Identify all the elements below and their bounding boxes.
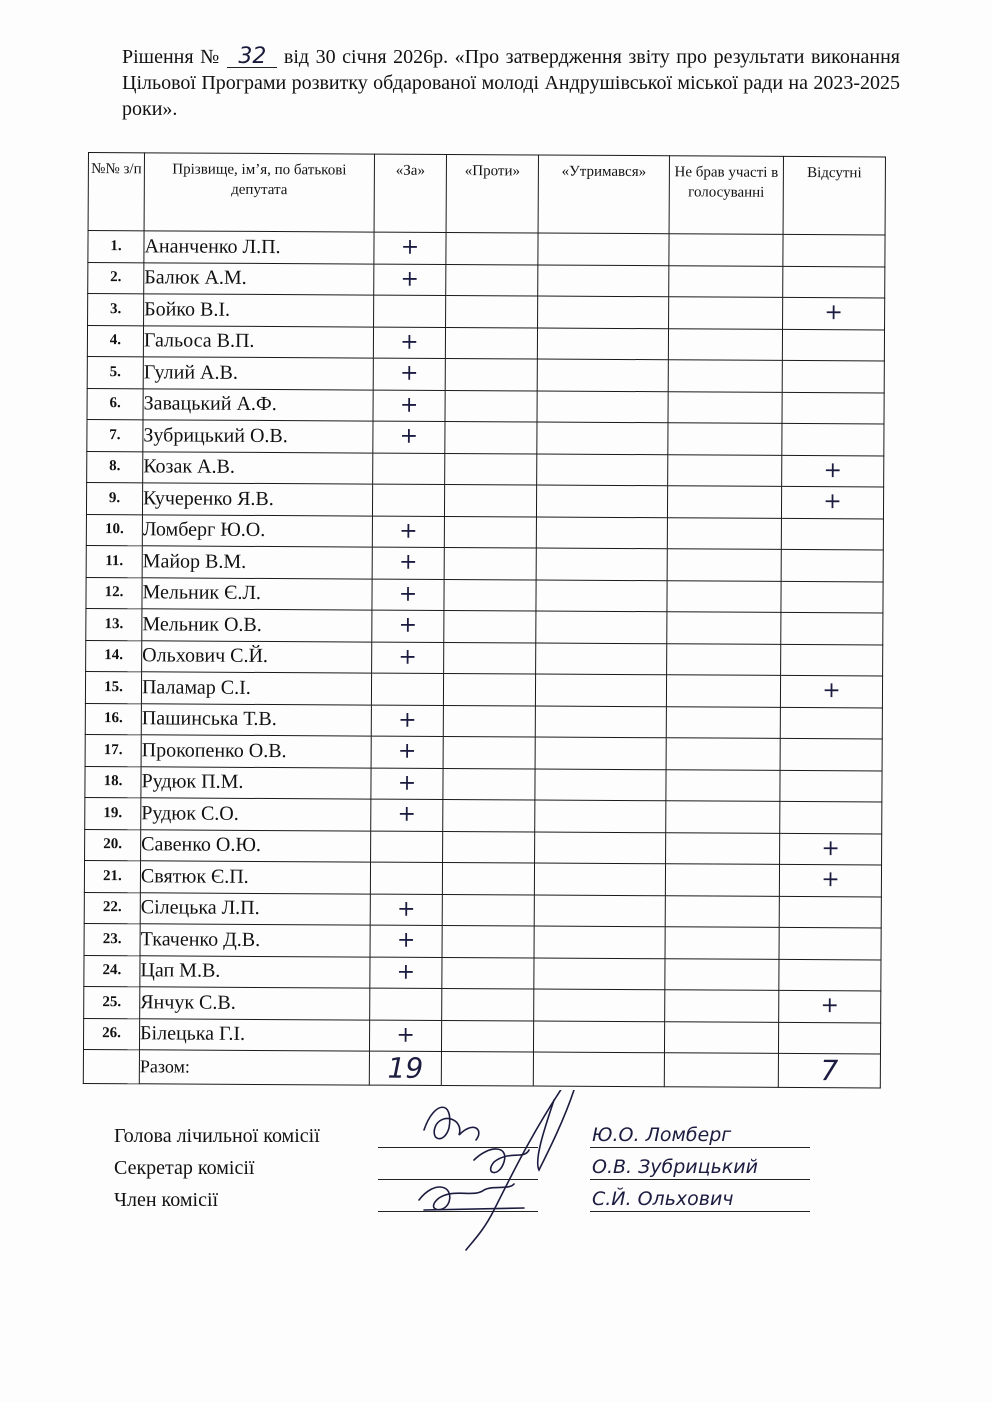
vote-abstain-cell xyxy=(537,422,668,454)
vote-against-cell xyxy=(443,705,535,737)
vote-against-cell xyxy=(445,390,537,422)
row-number: 25. xyxy=(84,986,140,1018)
row-number: 4. xyxy=(87,325,143,357)
vote-absent-cell: + xyxy=(779,990,881,1022)
signature-name: С.Й. Ольхович xyxy=(592,1188,734,1210)
vote-absent-cell xyxy=(782,329,884,361)
vote-for-cell: + xyxy=(372,579,444,611)
vote-absent-cell: + xyxy=(781,486,883,518)
signature-role: Член комісії xyxy=(114,1189,219,1211)
deputy-name: Цап М.В. xyxy=(140,955,370,988)
vote-against-cell xyxy=(444,642,536,674)
vote-against-cell xyxy=(442,988,534,1020)
vote-absent-cell xyxy=(783,266,885,298)
row-number: 16. xyxy=(85,703,141,735)
handwritten-signatures xyxy=(414,1090,594,1260)
vote-against-cell xyxy=(443,736,535,768)
vote-absent-cell xyxy=(781,549,883,581)
vote-abstain-cell xyxy=(534,926,665,958)
table-row xyxy=(84,955,881,991)
vote-against-cell xyxy=(445,327,537,359)
vote-absent-cell xyxy=(779,927,881,959)
vote-for-cell: + xyxy=(370,957,442,989)
vote-not-voted-cell xyxy=(669,265,783,297)
vote-absent-cell: + xyxy=(782,455,884,487)
deputy-name: Завацький А.Ф. xyxy=(143,388,373,421)
col-number: №№ з/п xyxy=(88,153,144,231)
deputy-name: Святюк Є.П. xyxy=(140,861,370,894)
vote-not-voted-cell xyxy=(666,706,780,738)
col-against: «Проти» xyxy=(446,155,538,234)
vote-absent-cell xyxy=(780,738,882,770)
vote-abstain-cell xyxy=(536,643,667,675)
vote-against-cell xyxy=(446,296,538,328)
vote-for-cell: + xyxy=(372,642,444,674)
table-row xyxy=(83,1018,880,1054)
vote-not-voted-cell xyxy=(667,580,781,612)
vote-abstain-cell xyxy=(535,800,666,832)
vote-for-cell: + xyxy=(370,894,442,926)
vote-against-cell xyxy=(442,894,534,926)
voting-table xyxy=(83,152,886,1088)
vote-absent-cell xyxy=(780,707,882,739)
table-body xyxy=(83,231,885,1054)
vote-not-voted-cell xyxy=(666,675,780,707)
decision-number: 32 xyxy=(227,47,277,68)
vote-for-cell xyxy=(371,673,443,705)
row-number: 10. xyxy=(86,514,142,546)
name-line xyxy=(590,1211,810,1212)
vote-abstain-cell xyxy=(536,485,667,517)
vote-for-cell: + xyxy=(373,421,445,453)
vote-abstain-cell xyxy=(535,769,666,801)
vote-against-cell xyxy=(443,768,535,800)
totals-absent: 7 xyxy=(778,1053,880,1088)
row-number: 18. xyxy=(85,766,141,798)
row-number: 21. xyxy=(84,860,140,892)
vote-not-voted-cell xyxy=(668,360,782,392)
deputy-name: Ананченко Л.П. xyxy=(144,231,374,264)
row-number: 7. xyxy=(87,419,143,451)
vote-abstain-cell xyxy=(536,611,667,643)
decision-title: від 30 січня 2026р. «Про затвердження звіту про результати виконання Цільової Програми розвитку обдарованої молоді Андрушівської міської ради на 2023-2025 роки». xyxy=(122,46,901,120)
vote-for-cell xyxy=(373,453,445,485)
vote-abstain-cell xyxy=(537,359,668,391)
vote-for-cell xyxy=(370,862,442,894)
vote-not-voted-cell xyxy=(667,612,781,644)
vote-for-cell: + xyxy=(373,358,445,390)
vote-against-cell xyxy=(442,862,534,894)
vote-absent-cell xyxy=(783,234,885,266)
row-number: 19. xyxy=(85,797,141,829)
row-number: 1. xyxy=(88,231,144,263)
decision-heading xyxy=(122,44,900,122)
vote-abstain-cell xyxy=(537,454,668,486)
deputy-name: Зубрицький О.В. xyxy=(143,420,373,453)
vote-abstain-cell xyxy=(534,895,665,927)
vote-for-cell: + xyxy=(371,799,443,831)
table-row xyxy=(87,388,884,424)
vote-for-cell xyxy=(371,831,443,863)
vote-not-voted-cell xyxy=(668,423,782,455)
vote-abstain-cell xyxy=(534,989,665,1021)
deputy-name: Янчук С.В. xyxy=(140,987,370,1020)
vote-for-cell: + xyxy=(371,736,443,768)
table-row xyxy=(84,986,881,1022)
vote-for-cell: + xyxy=(373,327,445,359)
row-number: 17. xyxy=(85,734,141,766)
vote-not-voted-cell xyxy=(665,958,779,990)
vote-not-voted-cell xyxy=(665,927,779,959)
vote-not-voted-cell xyxy=(666,769,780,801)
row-number: 26. xyxy=(83,1018,139,1050)
vote-not-voted-cell xyxy=(669,234,783,266)
vote-against-cell xyxy=(444,516,536,548)
totals-abstain xyxy=(533,1052,664,1087)
col-not-voted: Не брав участі в голосуванні xyxy=(669,156,783,235)
vote-for-cell: + xyxy=(371,705,443,737)
table-row xyxy=(85,734,882,770)
vote-not-voted-cell xyxy=(664,1021,778,1053)
vote-for-cell: + xyxy=(374,264,446,296)
vote-absent-cell: + xyxy=(783,297,885,329)
row-number: 6. xyxy=(87,388,143,420)
row-number: 11. xyxy=(86,545,142,577)
vote-abstain-cell xyxy=(537,391,668,423)
vote-abstain-cell xyxy=(535,832,666,864)
vote-abstain-cell xyxy=(534,863,665,895)
row-number: 22. xyxy=(84,892,140,924)
vote-for-cell: + xyxy=(373,390,445,422)
vote-absent-cell xyxy=(782,360,884,392)
vote-absent-cell xyxy=(781,612,883,644)
row-number: 9. xyxy=(86,482,142,514)
totals-against xyxy=(441,1051,533,1086)
vote-absent-cell xyxy=(779,896,881,928)
vote-abstain-cell xyxy=(536,548,667,580)
deputy-name: Гулий А.В. xyxy=(143,357,373,390)
deputy-name: Мельник О.В. xyxy=(142,609,372,642)
vote-absent-cell xyxy=(778,1022,880,1054)
table-row xyxy=(86,577,883,613)
table-row xyxy=(87,419,884,455)
table-row xyxy=(84,892,881,928)
table-row xyxy=(85,703,882,739)
table-row xyxy=(84,923,881,959)
vote-not-voted-cell xyxy=(667,517,781,549)
vote-for-cell: + xyxy=(369,1020,441,1052)
row-number: 23. xyxy=(84,923,140,955)
vote-abstain-cell xyxy=(538,233,669,265)
vote-against-cell xyxy=(443,831,535,863)
deputy-name: Паламар С.І. xyxy=(141,672,371,705)
table-row xyxy=(86,514,883,550)
totals-row xyxy=(83,1049,880,1087)
vote-against-cell xyxy=(443,673,535,705)
vote-not-voted-cell xyxy=(668,391,782,423)
table-row xyxy=(86,640,883,676)
vote-against-cell xyxy=(446,233,538,265)
deputy-name: Бойко В.І. xyxy=(144,294,374,327)
vote-abstain-cell xyxy=(535,674,666,706)
vote-against-cell xyxy=(445,358,537,390)
row-number: 8. xyxy=(87,451,143,483)
vote-against-cell xyxy=(444,547,536,579)
vote-against-cell xyxy=(442,925,534,957)
deputy-name: Ольхович С.Й. xyxy=(142,640,372,673)
table-row xyxy=(88,262,885,298)
table-row xyxy=(87,325,884,361)
row-number: 12. xyxy=(86,577,142,609)
table-row xyxy=(86,608,883,644)
totals-label: Разом: xyxy=(139,1050,369,1085)
vote-not-voted-cell xyxy=(666,832,780,864)
signature-name: О.В. Зубрицький xyxy=(592,1156,758,1178)
row-number: 13. xyxy=(86,608,142,640)
table-header xyxy=(88,153,885,235)
deputy-name: Рудюк П.М. xyxy=(141,766,371,799)
vote-abstain-cell xyxy=(535,706,666,738)
signature-name: Ю.О. Ломберг xyxy=(592,1124,732,1146)
vote-against-cell xyxy=(442,957,534,989)
deputy-name: Ломберг Ю.О. xyxy=(142,514,372,547)
col-absent: Відсутні xyxy=(783,156,885,235)
deputy-name: Козак А.В. xyxy=(143,451,373,484)
vote-for-cell: + xyxy=(372,516,444,548)
vote-against-cell xyxy=(445,421,537,453)
deputy-name: Савенко О.Ю. xyxy=(141,829,371,862)
vote-not-voted-cell xyxy=(665,990,779,1022)
vote-abstain-cell xyxy=(538,296,669,328)
name-line xyxy=(590,1179,810,1180)
vote-for-cell: + xyxy=(370,925,442,957)
vote-absent-cell: + xyxy=(780,675,882,707)
vote-not-voted-cell xyxy=(666,801,780,833)
vote-against-cell xyxy=(445,453,537,485)
vote-absent-cell xyxy=(782,423,884,455)
vote-absent-cell xyxy=(781,644,883,676)
name-line xyxy=(590,1147,810,1148)
signatures-block xyxy=(114,1120,834,1260)
vote-absent-cell xyxy=(782,392,884,424)
table-row xyxy=(87,356,884,392)
vote-not-voted-cell xyxy=(667,643,781,675)
totals-empty-cell xyxy=(83,1049,139,1083)
vote-absent-cell: + xyxy=(780,833,882,865)
vote-absent-cell: + xyxy=(779,864,881,896)
vote-absent-cell xyxy=(780,770,882,802)
vote-not-voted-cell xyxy=(665,895,779,927)
table-row xyxy=(88,294,885,330)
vote-absent-cell xyxy=(781,518,883,550)
vote-for-cell: + xyxy=(372,610,444,642)
deputy-name: Прокопенко О.В. xyxy=(141,735,371,768)
deputy-name: Майор В.М. xyxy=(142,546,372,579)
vote-abstain-cell xyxy=(534,958,665,990)
vote-for-cell xyxy=(374,295,446,327)
vote-against-cell xyxy=(444,610,536,642)
vote-not-voted-cell xyxy=(666,738,780,770)
deputy-name: Ткаченко Д.В. xyxy=(140,924,370,957)
deputy-name: Балюк А.М. xyxy=(144,262,374,295)
vote-not-voted-cell xyxy=(667,549,781,581)
vote-for-cell xyxy=(370,988,442,1020)
vote-absent-cell xyxy=(779,959,881,991)
deputy-name: Мельник Є.Л. xyxy=(142,577,372,610)
vote-for-cell xyxy=(372,484,444,516)
vote-against-cell xyxy=(444,579,536,611)
vote-not-voted-cell xyxy=(665,864,779,896)
vote-for-cell: + xyxy=(372,547,444,579)
deputy-name: Білецька Г.І. xyxy=(139,1018,369,1051)
vote-for-cell: + xyxy=(371,768,443,800)
row-number: 5. xyxy=(87,356,143,388)
vote-abstain-cell xyxy=(537,328,668,360)
col-for: «За» xyxy=(374,154,446,232)
decision-prefix: Рішення № xyxy=(122,46,221,68)
vote-abstain-cell xyxy=(538,265,669,297)
vote-against-cell xyxy=(446,264,538,296)
row-number: 15. xyxy=(85,671,141,703)
vote-not-voted-cell xyxy=(668,328,782,360)
vote-against-cell xyxy=(444,484,536,516)
row-number: 3. xyxy=(88,294,144,326)
vote-against-cell xyxy=(441,1020,533,1052)
deputy-name: Гальоса В.П. xyxy=(143,325,373,358)
table-row xyxy=(85,766,882,802)
vote-not-voted-cell xyxy=(667,486,781,518)
row-number: 24. xyxy=(84,955,140,987)
vote-not-voted-cell xyxy=(669,297,783,329)
vote-not-voted-cell xyxy=(668,454,782,486)
vote-abstain-cell xyxy=(533,1021,664,1053)
vote-abstain-cell xyxy=(536,580,667,612)
signature-role: Голова лічильної комісії xyxy=(114,1125,320,1147)
table-row xyxy=(86,545,883,581)
signature-role: Секретар комісії xyxy=(114,1157,255,1179)
deputy-name: Рудюк С.О. xyxy=(141,798,371,831)
totals-for: 19 xyxy=(369,1051,441,1085)
vote-absent-cell xyxy=(780,801,882,833)
deputy-name: Пашинська Т.В. xyxy=(141,703,371,736)
vote-against-cell xyxy=(443,799,535,831)
table-row xyxy=(85,671,882,707)
table-row xyxy=(86,482,883,518)
table-row xyxy=(87,451,884,487)
table-row xyxy=(85,829,882,865)
vote-abstain-cell xyxy=(536,517,667,549)
vote-abstain-cell xyxy=(535,737,666,769)
row-number: 2. xyxy=(88,262,144,294)
table-row xyxy=(85,797,882,833)
row-number: 14. xyxy=(86,640,142,672)
vote-for-cell: + xyxy=(374,232,446,264)
col-abstain: «Утримався» xyxy=(538,155,669,234)
table-row xyxy=(88,231,885,267)
col-name: Прізвище, ім’я, по батькові депутата xyxy=(144,153,374,232)
deputy-name: Сілецька Л.П. xyxy=(140,892,370,925)
deputy-name: Кучеренко Я.В. xyxy=(142,483,372,516)
totals-not-voted xyxy=(664,1053,778,1088)
table-row xyxy=(84,860,881,896)
vote-absent-cell xyxy=(781,581,883,613)
row-number: 20. xyxy=(85,829,141,861)
